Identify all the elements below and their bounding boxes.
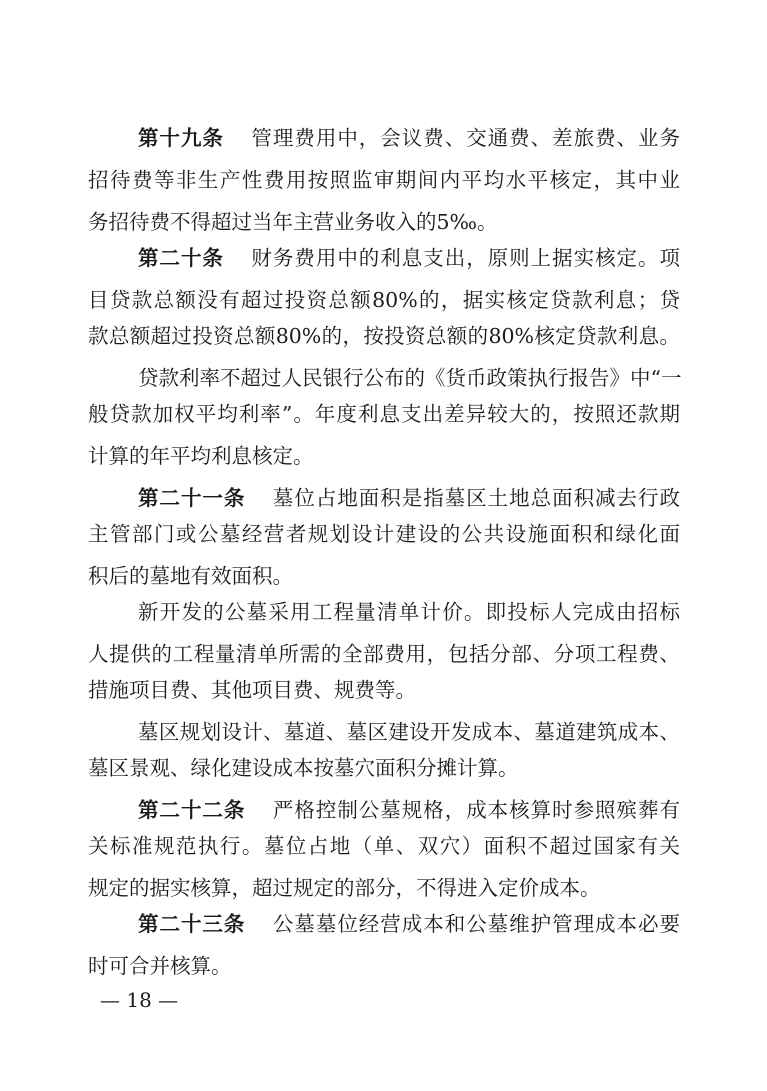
paragraph-line: 关标准规范执行。墓位占地（单、双穴）面积不超过国家有关 [88, 834, 680, 858]
paragraph-line [138, 244, 680, 272]
paragraph-line: 款总额超过投资总额80%的，按投资总额的80%核定贷款利息。 [88, 324, 680, 348]
article-heading: 第二十条 [138, 246, 224, 270]
paragraph-line: 目贷款总额没有超过投资总额80%的，据实核定贷款利息；贷 [88, 288, 680, 312]
paragraph-text: 财务费用中的利息支出，原则上据实核定。项 [251, 246, 681, 270]
paragraph-line: 墓区景观、绿化建设成本按墓穴面积分摊计算。 [88, 756, 519, 780]
paragraph-line [138, 124, 680, 152]
paragraph-line [138, 484, 680, 512]
article-heading: 第二十二条 [138, 798, 246, 822]
article-heading: 第二十三条 [138, 912, 246, 936]
paragraph-text: 墓位占地面积是指墓区土地总面积减去行政 [272, 486, 680, 510]
paragraph-line: 时可合并核算。 [88, 954, 232, 978]
paragraph-line: 务招待费不得超过当年主营业务收入的5‰。 [88, 210, 498, 234]
paragraph-line: 新开发的公墓采用工程量清单计价。即投标人完成由招标 [138, 600, 680, 624]
paragraph-text: 公墓墓位经营成本和公墓维护管理成本必要 [272, 912, 680, 936]
paragraph-text: 管理费用中，会议费、交通费、差旅费、业务 [251, 126, 681, 150]
paragraph-line [138, 910, 680, 938]
paragraph-line: 规定的据实核算，超过规定的部分，不得进入定价成本。 [88, 876, 601, 900]
paragraph-line: 墓区规划设计、墓道、墓区建设开发成本、墓道建筑成本、 [138, 720, 680, 744]
article-heading: 第二十一条 [138, 486, 246, 510]
paragraph-line [138, 796, 680, 824]
paragraph-line: 主管部门或公墓经营者规划设计建设的公共设施面积和绿化面 [88, 522, 680, 546]
paragraph-line: 贷款利率不超过人民银行公布的《货币政策执行报告》中“一 [138, 366, 682, 390]
page-number: — 18 — [100, 988, 179, 1012]
article-heading: 第十九条 [138, 126, 224, 150]
paragraph-line: 招待费等非生产性费用按照监审期间内平均水平核定，其中业 [88, 168, 680, 192]
paragraph-line: 般贷款加权平均利率”。年度利息支出差异较大的，按照还款期 [88, 402, 680, 426]
paragraph-line: 计算的年平均利息核定。 [88, 444, 314, 468]
paragraph-text: 严格控制公墓规格，成本核算时参照殡葬有 [272, 798, 680, 822]
paragraph-line: 措施项目费、其他项目费、规费等。 [88, 678, 416, 702]
paragraph-line: 积后的墓地有效面积。 [88, 564, 293, 588]
paragraph-line: 人提供的工程量清单所需的全部费用，包括分部、分项工程费、 [88, 642, 680, 666]
